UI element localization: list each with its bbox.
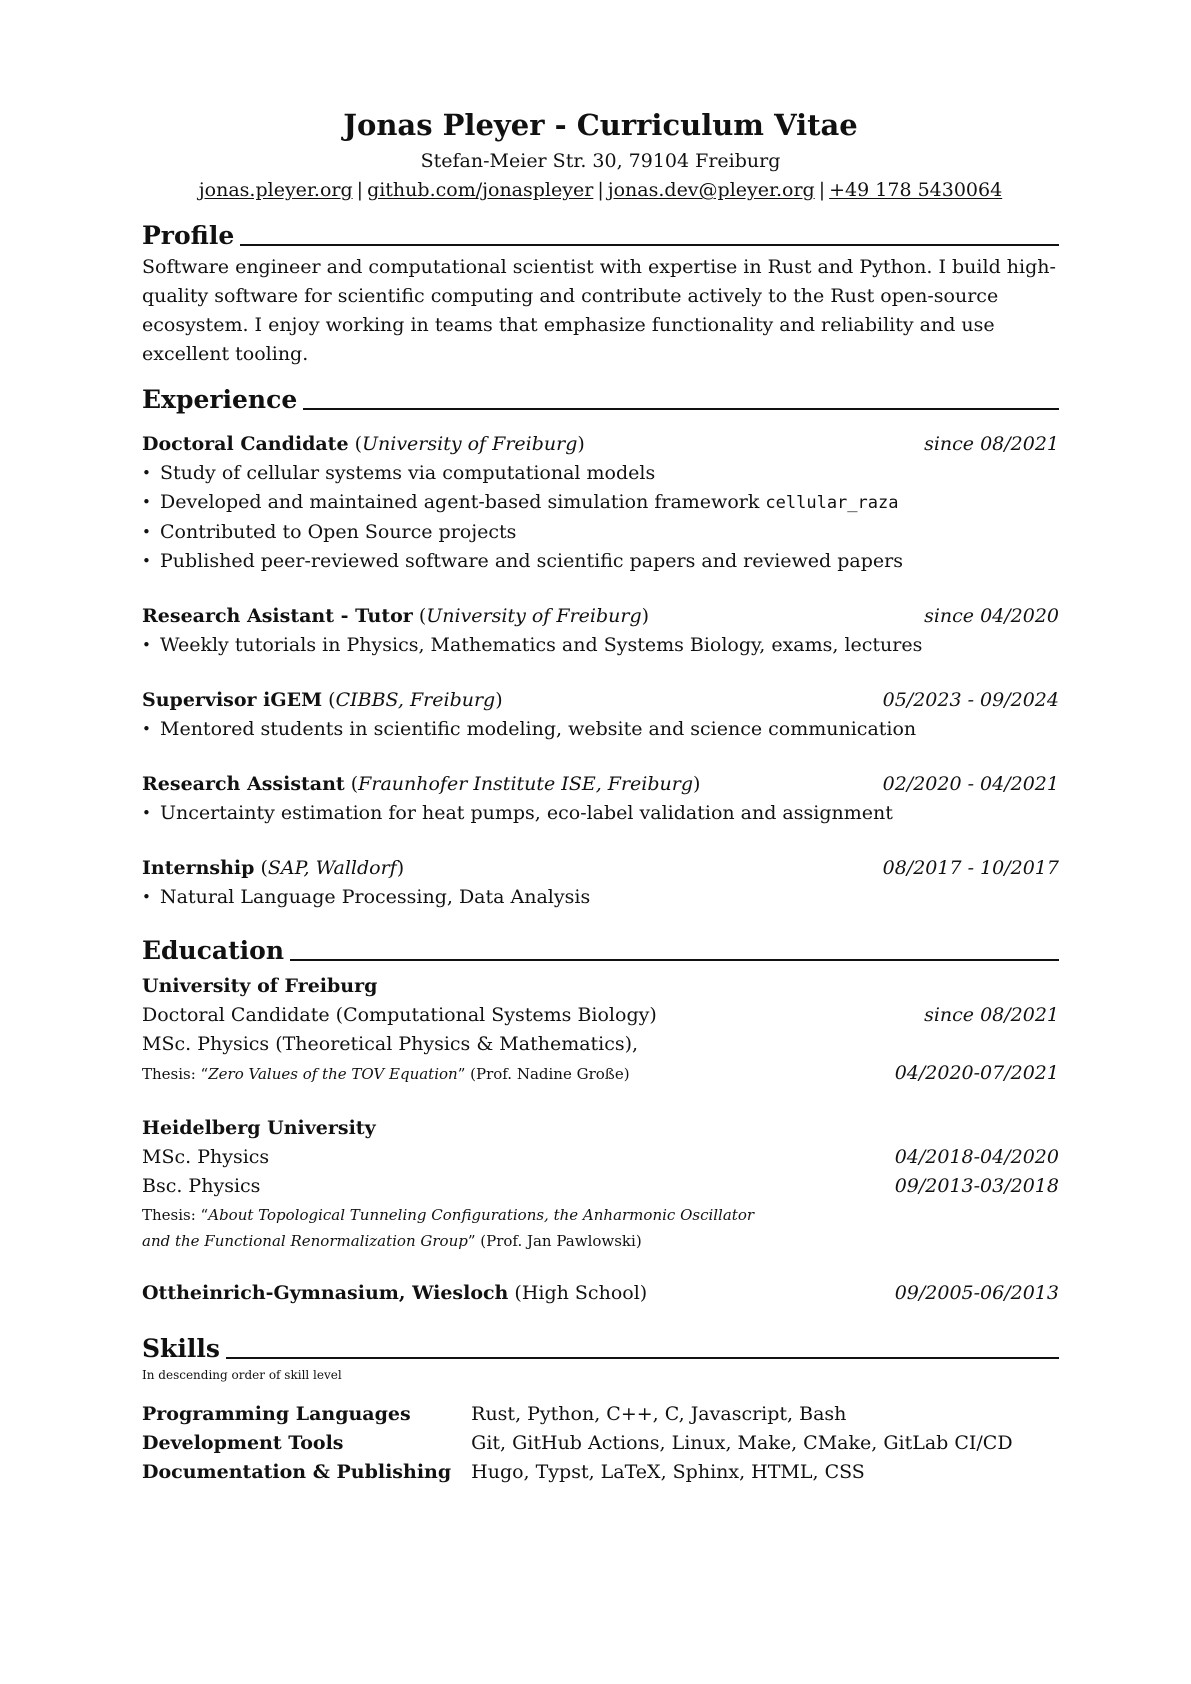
job-role: Doctoral Candidate	[142, 433, 349, 455]
table-row	[142, 1400, 1013, 1429]
address: Stefan-Meier Str. 30, 79104 Freiburg	[420, 150, 781, 172]
section-rule	[240, 244, 1059, 246]
section-heading	[142, 221, 1059, 251]
job-bullets	[142, 459, 1059, 576]
degree: MSc. Physics	[142, 1146, 270, 1168]
list-item: • Uncertainty estimation for heat pumps, eco-label validation and assignment	[142, 799, 1059, 828]
degree-date: 04/2020-07/2021	[894, 1062, 1059, 1084]
job-role: Supervisor iGEM	[142, 689, 323, 711]
list-item: • Mentored students in scientific modeling, website and science communication	[142, 715, 1059, 744]
degree-date: since 08/2021	[924, 1004, 1059, 1026]
experience-entry: Research Assistant (Fraunhofer Institute ISE, Freiburg) 02/2020 - 04/2021 • Uncertainty estimation for heat pumps, eco-label validation and assignment	[142, 770, 1059, 828]
link-separator: |	[818, 179, 826, 201]
degree-date: 04/2018-04/2020	[894, 1146, 1059, 1168]
skills-section	[142, 1334, 1059, 1487]
section-rule	[226, 1357, 1059, 1359]
education-entry	[142, 972, 1059, 1088]
degree: MSc. Physics (Theoretical Physics & Mathematics),	[142, 1033, 639, 1055]
page-title: Jonas Pleyer - Curriculum Vitae	[343, 108, 858, 142]
phone-link[interactable]: +49 178 5430064	[829, 179, 1003, 201]
job-date: since 04/2020	[924, 605, 1059, 627]
list-item: • Study of cellular systems via computational models	[142, 459, 1059, 488]
experience-entry: Doctoral Candidate (University of Freiburg) since 08/2021 • Study of cellular systems via computational models • Developed and maintained agent-based simulation framework cellular_raza • Contributed to Open Source projects • Published peer-reviewed software and scientific papers and reviewed papers	[142, 430, 1059, 576]
skill-items: Git, GitHub Actions, Linux, Make, CMake, GitLab CI/CD	[471, 1432, 1013, 1454]
job-bullets	[142, 799, 1059, 828]
link-separator: |	[356, 179, 364, 201]
profile-text: Software engineer and computational scientist with expertise in Rust and Python. I build high-quality software for scientific computing and contribute actively to the Rust open-source ecosystem. I enjoy working in teams that emphasize functionality and reliability and use excellent tooling.	[142, 256, 1056, 365]
skill-category: Documentation & Publishing	[142, 1461, 452, 1483]
job-date: 02/2020 - 04/2021	[882, 773, 1059, 795]
section-title-text: Skills	[142, 1334, 220, 1363]
job-bullets	[142, 715, 1059, 744]
section-heading	[142, 385, 1059, 415]
institution-name: Heidelberg University	[142, 1117, 376, 1139]
github-link[interactable]: github.com/jonaspleyer	[367, 179, 594, 201]
thesis: Thesis: “About Topological Tunneling Configurations, the Anharmonic Oscillator	[142, 1206, 755, 1224]
code-snippet: cellular_raza	[765, 493, 899, 513]
job-org: University of Freiburg	[362, 433, 578, 455]
degree: Bsc. Physics	[142, 1175, 261, 1197]
website-link[interactable]: jonas.pleyer.org	[198, 179, 353, 201]
section-title-text: Profile	[142, 221, 235, 250]
list-item: • Developed and maintained agent-based simulation framework cellular_raza	[142, 488, 1059, 518]
degree-date: 09/2013-03/2018	[894, 1175, 1059, 1197]
section-title-text: Experience	[142, 385, 298, 414]
table-row	[142, 1429, 1013, 1458]
link-separator: |	[597, 179, 604, 201]
cv-header	[142, 105, 1059, 205]
thesis-continued: and the Functional Renormalization Group” (Prof. Jan Pawlowski)	[142, 1232, 642, 1250]
education-section	[142, 936, 1059, 1308]
job-org: University of Freiburg	[426, 605, 642, 627]
skill-category: Development Tools	[142, 1432, 344, 1454]
thesis-title: Zero Values of the TOV Equation	[208, 1065, 458, 1083]
institution-name: University of Freiburg	[142, 975, 378, 997]
experience-entry: Supervisor iGEM (CIBBS, Freiburg) 05/2023 - 09/2024 • Mentored students in scientific modeling, website and science communication	[142, 686, 1059, 744]
experience-section	[142, 385, 1059, 912]
institution-name: Ottheinrich-Gymnasium, Wiesloch	[142, 1282, 509, 1304]
education-entry	[142, 1279, 1059, 1308]
section-rule	[290, 959, 1059, 961]
job-date: 08/2017 - 10/2017	[882, 857, 1059, 879]
thesis-title: and the Functional Renormalization Group	[142, 1232, 468, 1250]
job-role: Research Assistant	[142, 773, 345, 795]
job-org: Fraunhofer Institute ISE, Freiburg	[358, 773, 694, 795]
skills-table	[142, 1400, 1013, 1487]
thesis-title: About Topological Tunneling Configurations, the Anharmonic Oscillator	[208, 1206, 755, 1224]
email-link[interactable]: jonas.dev@pleyer.org	[607, 179, 815, 201]
education-entry	[142, 1114, 1059, 1253]
list-item: • Natural Language Processing, Data Analysis	[142, 883, 1059, 912]
profile-section	[142, 221, 1059, 369]
skills-note: In descending order of skill level	[142, 1368, 342, 1382]
skill-items: Hugo, Typst, LaTeX, Sphinx, HTML, CSS	[471, 1461, 865, 1483]
section-heading	[142, 1334, 1059, 1364]
section-rule	[303, 408, 1059, 410]
job-role: Internship	[142, 857, 255, 879]
job-date: since 08/2021	[924, 433, 1059, 455]
experience-entry: Internship (SAP, Walldorf) 08/2017 - 10/2017 • Natural Language Processing, Data Analysis	[142, 854, 1059, 912]
job-org: CIBBS, Freiburg	[335, 689, 496, 711]
skill-category: Programming Languages	[142, 1403, 411, 1425]
list-item: • Published peer-reviewed software and scientific papers and reviewed papers	[142, 547, 1059, 576]
job-bullets	[142, 883, 1059, 912]
degree: Doctoral Candidate (Computational Systems Biology)	[142, 1004, 657, 1026]
list-item: • Weekly tutorials in Physics, Mathematics and Systems Biology, exams, lectures	[142, 631, 1059, 660]
list-item: • Contributed to Open Source projects	[142, 518, 1059, 547]
skill-items: Rust, Python, C++, C, Javascript, Bash	[471, 1403, 847, 1425]
experience-entry: Research Asistant - Tutor (University of Freiburg) since 04/2020 • Weekly tutorials in Physics, Mathematics and Systems Biology, exams, lectures	[142, 602, 1059, 660]
contact-links	[142, 175, 1059, 205]
degree-date: 09/2005-06/2013	[894, 1282, 1059, 1304]
table-row	[142, 1458, 1013, 1487]
section-title-text: Education	[142, 936, 285, 965]
job-role: Research Asistant - Tutor	[142, 605, 413, 627]
section-heading	[142, 936, 1059, 966]
thesis: Thesis: “Zero Values of the TOV Equation” (Prof. Nadine Große)	[142, 1065, 630, 1083]
job-bullets	[142, 631, 1059, 660]
job-org: SAP, Walldorf	[267, 857, 397, 879]
job-date: 05/2023 - 09/2024	[882, 689, 1059, 711]
school-type: (High School)	[514, 1282, 648, 1304]
